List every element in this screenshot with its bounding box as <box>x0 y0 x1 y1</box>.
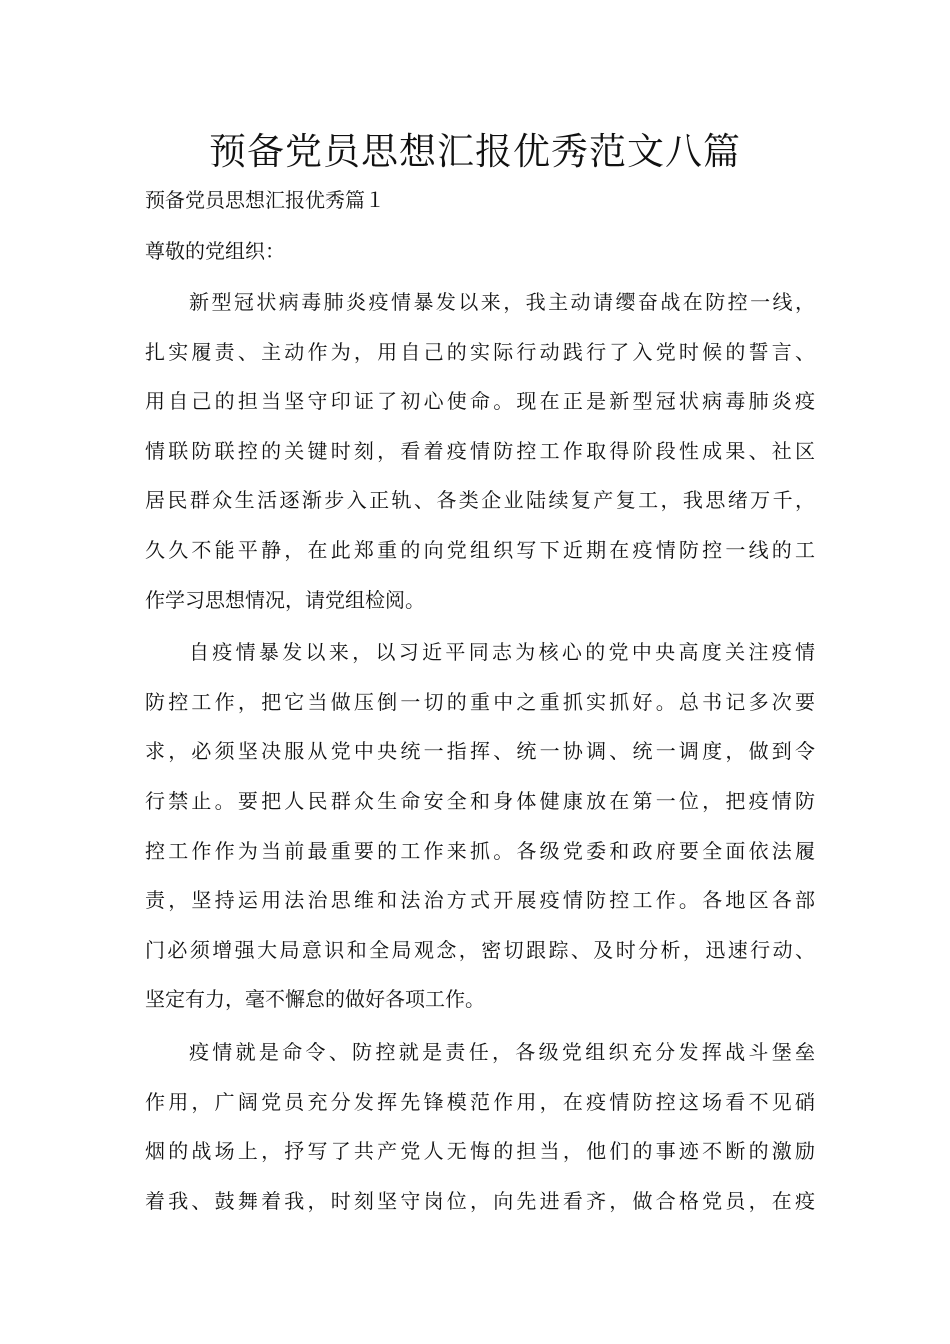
paragraph-line: 作学习思想情况，请党组检阅。 <box>145 587 425 612</box>
paragraph-line: 着我、鼓舞着我，时刻坚守岗位，向先进看齐，做合格党员，在疫 <box>145 1188 815 1213</box>
paragraph-line: 坚定有力，毫不懈怠的做好各项工作。 <box>145 987 485 1012</box>
paragraph-line: 疫情就是命令、防控就是责任，各级党组织充分发挥战斗堡垒 <box>189 1039 815 1064</box>
paragraph-line: 门必须增强大局意识和全局观念，密切跟踪、及时分析，迅速行动、 <box>145 937 815 962</box>
paragraph-line: 扎实履责、主动作为，用自己的实际行动践行了入党时候的誓言、 <box>145 339 815 364</box>
paragraph-line: 求，必须坚决服从党中央统一指挥、统一协调、统一调度，做到令 <box>145 739 815 764</box>
paragraph-line: 用自己的担当坚守印证了初心使命。现在正是新型冠状病毒肺炎疫 <box>145 389 815 414</box>
paragraph-line: 控工作作为当前最重要的工作来抓。各级党委和政府要全面依法履 <box>145 838 815 863</box>
paragraph-3 <box>145 1028 815 1226</box>
paragraph-line: 居民群众生活逐渐步入正轨、各类企业陆续复产复工，我思绪万千， <box>145 488 815 513</box>
paragraph-line: 情联防联控的关键时刻，看着疫情防控工作取得阶段性成果、社区 <box>145 438 815 463</box>
paragraph-line: 行禁止。要把人民群众生命安全和身体健康放在第一位，把疫情防 <box>145 788 815 813</box>
paragraph-2 <box>145 628 815 1025</box>
paragraph-line: 久久不能平静，在此郑重的向党组织写下近期在疫情防控一线的工 <box>145 537 815 562</box>
paragraph-line: 新型冠状病毒肺炎疫情暴发以来，我主动请缨奋战在防控一线， <box>189 290 815 314</box>
document-body <box>145 278 815 1229</box>
paragraph-1 <box>145 278 815 625</box>
paragraph-line: 防控工作，把它当做压倒一切的重中之重抓实抓好。总书记多次要 <box>145 689 815 714</box>
document-title: 预备党员思想汇报优秀范文八篇 <box>209 130 741 173</box>
section-subtitle: 预备党员思想汇报优秀篇１ <box>145 188 385 212</box>
paragraph-line: 责，坚持运用法治思维和法治方式开展疫情防控工作。各地区各部 <box>145 888 815 913</box>
paragraph-line: 作用，广阔党员充分发挥先锋模范作用，在疫情防控这场看不见硝 <box>145 1089 815 1114</box>
paragraph-line: 烟的战场上，抒写了共产党人无悔的担当，他们的事迹不断的激励 <box>145 1139 815 1164</box>
paragraph-line: 自疫情暴发以来，以习近平同志为核心的党中央高度关注疫情 <box>189 640 815 665</box>
salutation: 尊敬的党组织： <box>145 239 285 263</box>
